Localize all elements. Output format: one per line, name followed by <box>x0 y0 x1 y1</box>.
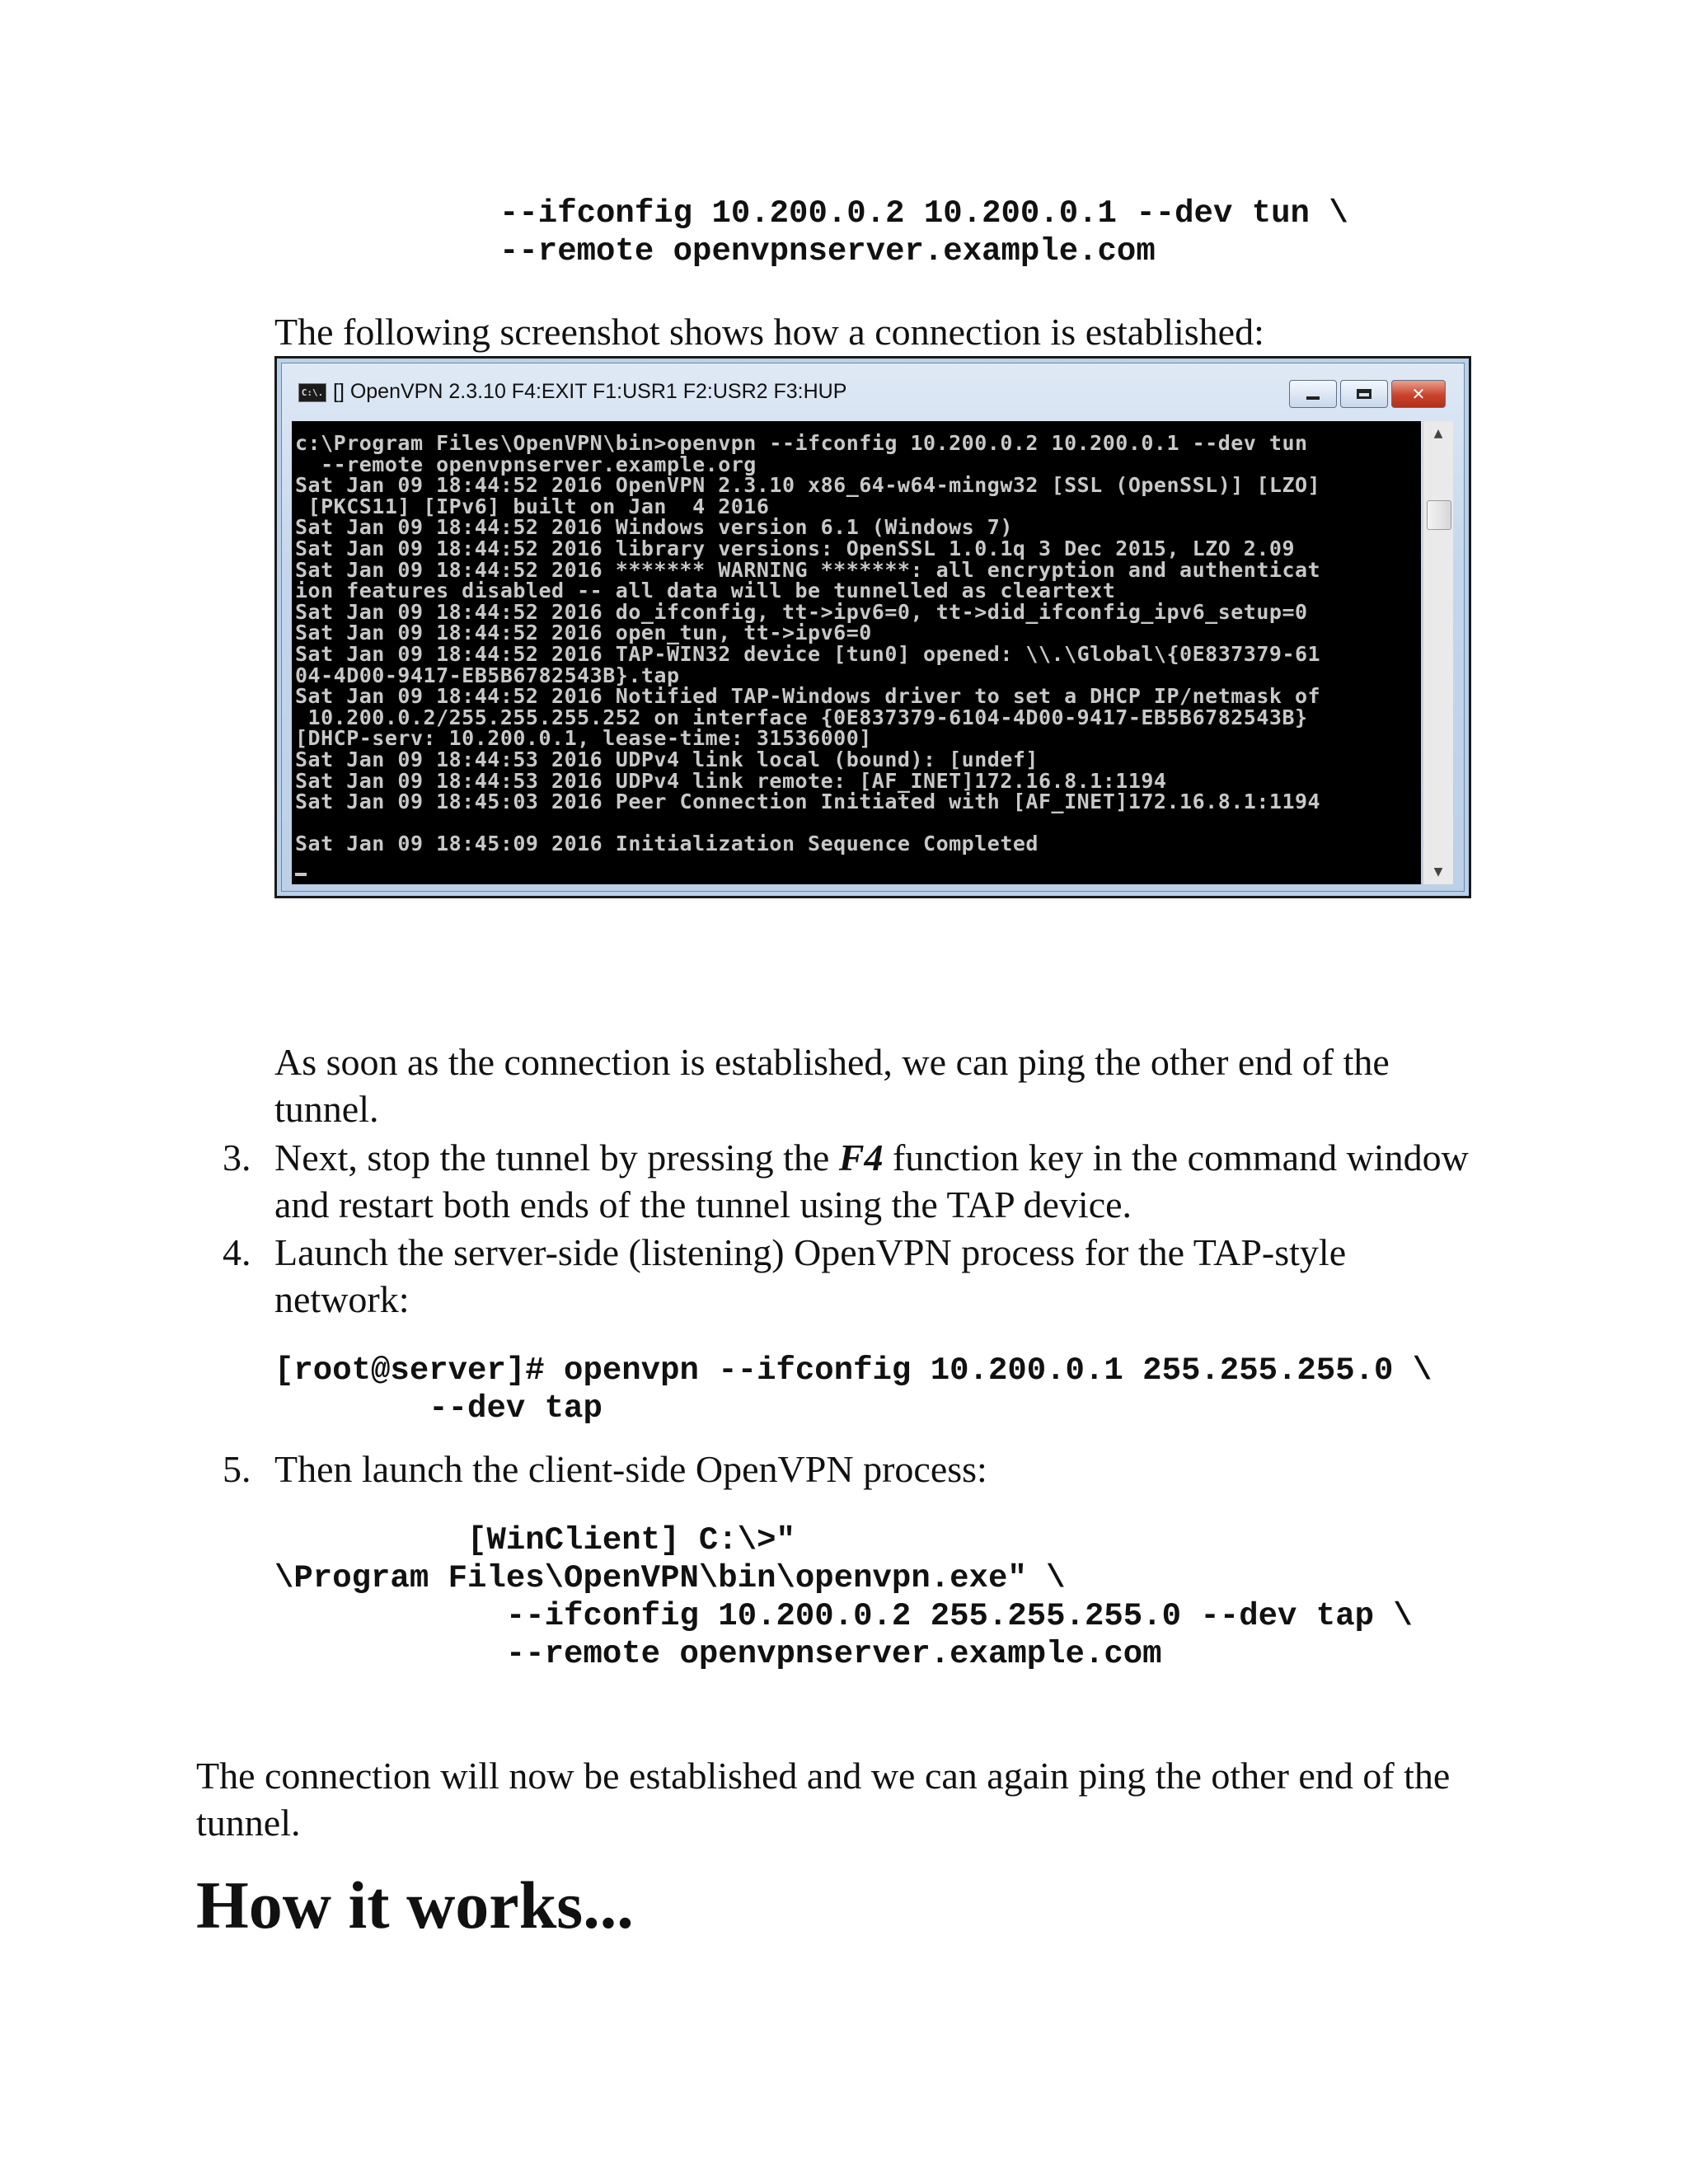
client-command-code: [WinClient] C:\>" \Program Files\OpenVPN\bin\openvpn.exe" \ --ifconfig 10.200.0.2 255.255.255.0 --dev tap \ --remote openvpnserver.example.com <box>274 1522 1413 1672</box>
step-5-text: Then launch the client-side OpenVPN process: <box>274 1448 987 1490</box>
f4-key: F4 <box>838 1137 884 1179</box>
console-window-screenshot <box>274 356 1471 898</box>
console-output-area[interactable] <box>292 421 1421 884</box>
step-number: 4. <box>223 1231 251 1273</box>
console-cursor <box>295 873 307 876</box>
intro-paragraph: The following screenshot shows how a connection is established: <box>274 311 1264 353</box>
code-line: --remote openvpnserver.example.com <box>499 233 1156 269</box>
scroll-down-icon[interactable]: ▼ <box>1433 865 1443 879</box>
after-screenshot-paragraph: As soon as the connection is established, we can ping the other end of the tunnel. <box>274 1041 1390 1130</box>
window-titlebar[interactable] <box>282 363 1464 415</box>
closing-paragraph: The connection will now be established and we can again ping the other end of the tunnel. <box>196 1755 1451 1844</box>
step-number: 5. <box>223 1448 251 1490</box>
maximize-button[interactable] <box>1340 380 1388 408</box>
window-title: [] OpenVPN 2.3.10 F4:EXIT F1:USR1 F2:USR2 F3:HUP <box>333 380 847 403</box>
close-button[interactable] <box>1391 380 1446 408</box>
step-text-part: function key in the command window and restart both ends of the tunnel using the TAP device. <box>274 1137 1469 1226</box>
code-line: --ifconfig 10.200.0.2 10.200.0.1 --dev tun \ <box>499 195 1348 232</box>
minimize-button[interactable] <box>1289 380 1337 408</box>
step-3-text <box>274 1134 1470 1228</box>
vertical-scrollbar[interactable] <box>1423 421 1453 884</box>
close-icon: ✕ <box>1411 384 1426 404</box>
maximize-icon <box>1357 389 1372 399</box>
step-number: 3. <box>223 1137 251 1179</box>
scroll-up-icon[interactable]: ▲ <box>1433 427 1443 440</box>
cmd-icon: C:\. <box>298 383 326 402</box>
window-frame <box>281 363 1465 892</box>
step-text-part: Next, stop the tunnel by pressing the <box>274 1137 839 1179</box>
console-output: c:\Program Files\OpenVPN\bin>openvpn --ifconfig 10.200.0.2 10.200.0.1 --dev tun --remote openvpnserver.example.org Sat Jan 09 18:44:52 2016 OpenVPN 2.3.10 x86_64-w64-mingw32 [SSL (OpenSSL)] [LZO] [PKCS11] [IPv6] built on Jan 4 2016 Sat Jan 09 18:44:52 2016 Windows version 6.1 (Windows 7) Sat Jan 09 18:44:52 2016 library versions: OpenSSL 1.0.1q 3 Dec 2015, LZO 2.09 Sat Jan 09 18:44:52 2016 ******* WARNING *******: all encryption and authenticat ion features disabled -- all data will be tunnelled as cleartext Sat Jan 09 18:44:52 2016 do_ifconfig, tt->ipv6=0, tt->did_ifconfig_ipv6_setup=0 Sat Jan 09 18:44:52 2016 open_tun, tt->ipv6=0 Sat Jan 09 18:44:52 2016 TAP-WIN32 device [tun0] opened: \\.\Global\{0E837379-61 04-4D00-9417-EB5B6782543B}.tap Sat Jan 09 18:44:52 2016 Notified TAP-Windows driver to set a DHCP IP/netmask of 10.200.0.2/255.255.255.252 on interface {0E837379-6104-4D00-9417-EB5B6782543B} [DHCP-serv: 10.200.0.1, lease-time: 31536000] Sat Jan 09 18:44:53 2016 UDPv4 link local (bound): [undef] Sat Jan 09 18:44:53 2016 UDPv4 link remote: [AF_INET]172.16.8.1:1194 Sat Jan 09 18:45:03 2016 Peer Connection Initiated with [AF_INET]172.16.8.1:1194 Sat Jan 09 18:45:09 2016 Initialization Sequence Completed <box>295 431 1321 856</box>
minimize-icon <box>1306 396 1320 400</box>
server-command-code: [root@server]# openvpn --ifconfig 10.200.0.1 255.255.255.0 \ --dev tap <box>274 1352 1432 1427</box>
scroll-thumb[interactable] <box>1427 500 1451 530</box>
section-heading: How it works... <box>196 1868 634 1943</box>
code-block-top <box>499 194 1348 270</box>
step-4-text: Launch the server-side (listening) OpenVPN process for the TAP-style network: <box>274 1231 1347 1320</box>
